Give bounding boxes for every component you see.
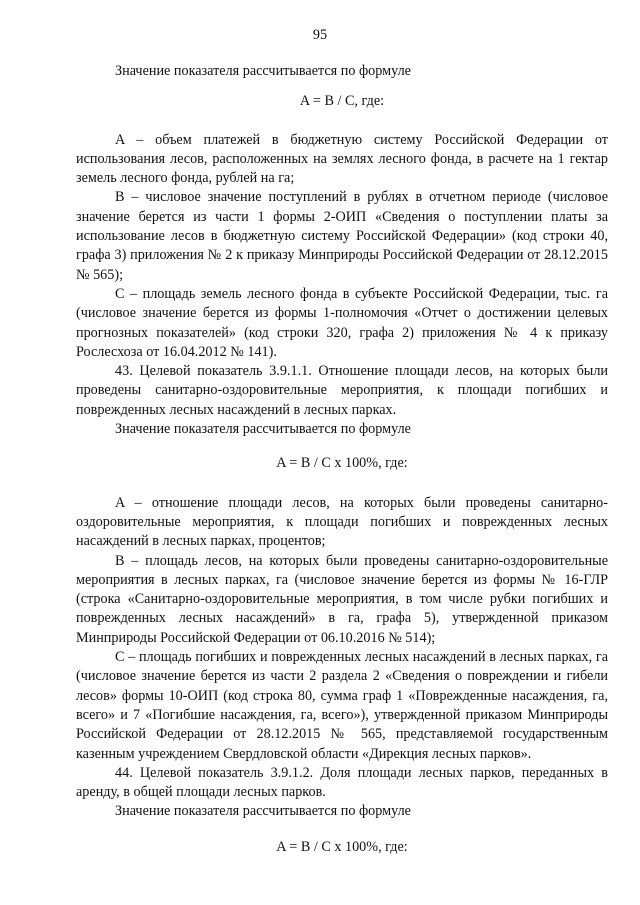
document-body bbox=[76, 62, 608, 857]
formula: A = B / C x 100%, где: bbox=[276, 838, 408, 855]
page-number: 95 bbox=[312, 27, 328, 43]
formula: A = B / C, где: bbox=[299, 93, 385, 110]
indicator-item-44: 44. Целевой показатель 3.9.1.2. Доля площади лесных парков, переданных в аренду, в общей площади лесных парков. bbox=[76, 764, 608, 801]
definition-a: A – отношение площади лесов, на которых были проведены санитарно-оздоровительные мероприятия, к площади погибших и поврежденных лесных насаждений в лесных парках, процентов; bbox=[76, 494, 608, 550]
formula-intro: Значение показателя рассчитывается по формуле bbox=[115, 63, 411, 79]
definition-a: A – объем платежей в бюджетную систему Российской Федерации от использования лесов, расположенных на землях лесного фонда, в расчете на 1 гектар земель лесного фонда, рублей на га; bbox=[76, 131, 608, 187]
definition-c: C – площадь погибших и поврежденных лесных насаждений в лесных парках, га (числовое значение берется из части 2 раздела 2 «Сведения о повреждении и гибели лесов» формы 10-ОИП (код строка 80, сумма граф 1 «Поврежденные насаждения, га, всего» и 7 «Погибшие насаждения, га, всего»), утвержденной приказом Минприроды Российской Федерации от 28.12.2015 № 565, представляемой государственным казенным учреждением Свердловской области «Дирекция лесных парков». bbox=[76, 649, 608, 762]
formula-intro: Значение показателя рассчитывается по формуле bbox=[115, 421, 411, 438]
formula: A = B / C x 100%, где: bbox=[276, 455, 408, 472]
indicator-item-43: 43. Целевой показатель 3.9.1.1. Отношение площади лесов, на которых были проведены санитарно-оздоровительные мероприятия, к площади погибших и поврежденных лесных насаждений в лесных парках. bbox=[76, 363, 608, 418]
definition-c: C – площадь земель лесного фонда в субъекте Российской Федерации, тыс. га (числовое значение берется из формы 1-полномочия «Отчет о достижении целевых прогнозных показателей» (код строки 320, графа 2) приложения № 4 к приказу Рослесхоза от 16.04.2012 № 141). bbox=[76, 285, 608, 360]
definition-b: B – площадь лесов, на которых были проведены санитарно-оздоровительные мероприятия в лесных парках, га (числовое значение берется из формы № 16-ГЛР (строка «Санитарно-оздоровительные мероприятия, в том числе рубки погибших и поврежденных лесных насаждений» в га, графа 5), утвержденной приказом Минприроды Российской Федерации от 06.10.2016 № 514); bbox=[76, 552, 608, 646]
definition-b: B – числовое значение поступлений в рублях в отчетном периоде (числовое значение берется из части 1 формы 2-ОИП «Сведения о поступлении платы за использование лесов в бюджетную систему Российской Федерации» (код строки 40, графа 3) приложения № 2 к приказу Минприроды Российской Федерации от 28.12.2015 № 565); bbox=[76, 189, 608, 283]
formula-intro: Значение показателя рассчитывается по формуле bbox=[115, 803, 411, 820]
